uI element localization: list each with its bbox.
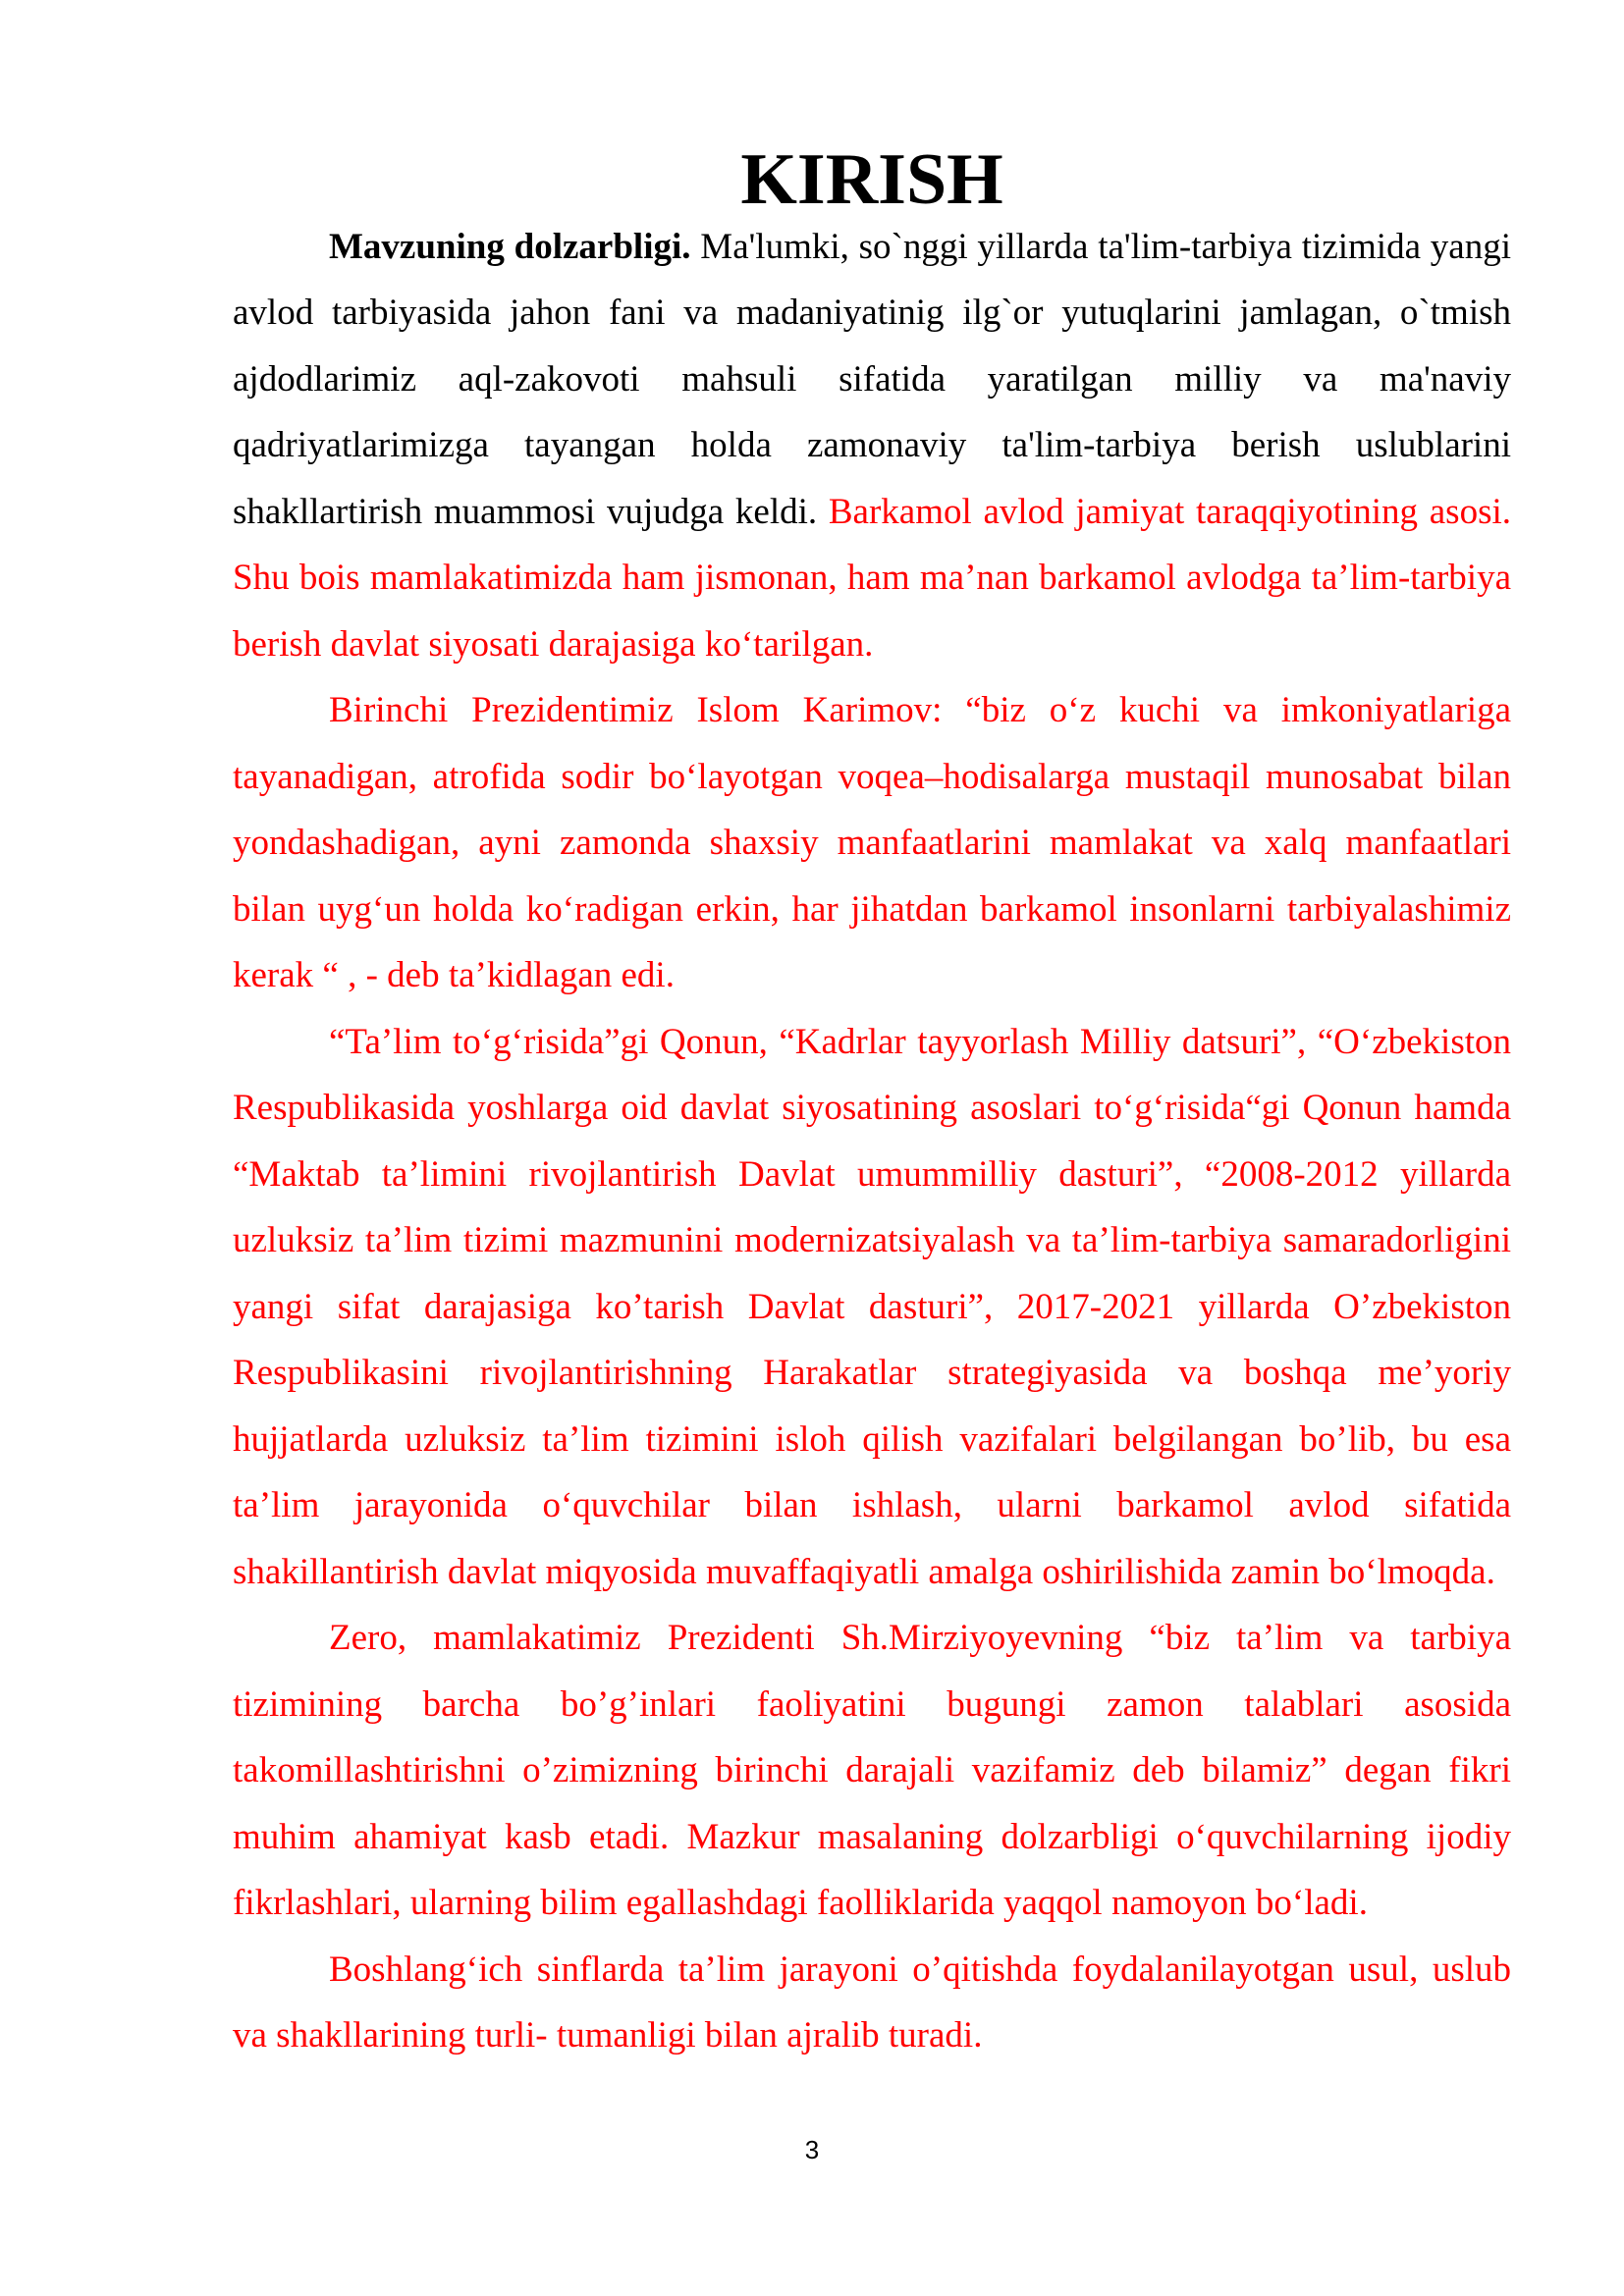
paragraph-relevance	[233, 214, 1511, 678]
paragraph-mirziyoyev-quote	[233, 1605, 1511, 1937]
paragraph-text-red: Birinchi Prezidentimiz Islom Karimov: “biz o‘z kuchi va imkoniyatlariga tayanadigan, atrofida sodir bo‘layotgan voqea–hodisalarga mustaqil munosabat bilan yondashadigan, ayni zamonda shaxsiy manfaatlarini mamlakat va xalq manfaatlari bilan uyg‘un holda ko‘radigan erkin, har jihatdan barkamol insonlarni tarbiyalashimiz kerak “ , - deb ta’kidlagan edi.	[233, 690, 1511, 995]
page-title: KIRISH	[740, 139, 1003, 220]
paragraph-text-black: Ma'lumki, so`nggi yillarda ta'lim-tarbiya tizimida yangi avlod tarbiyasida jahon fani va madaniyatinig ilg`or yutuqlarini jamlagan, o`tmish ajdodlarimiz aql-zakovoti mahsuli sifatida yaratilgan milliy va ma'naviy qadriyatlarimizga tayangan holda zamonaviy ta'lim-tarbiya berish uslublarini shakllartirish muammosi vujudga keldi.	[233, 226, 1511, 532]
relevance-heading: Mavzuning dolzarbligi.	[329, 226, 691, 267]
paragraph-primary-classes	[233, 1937, 1511, 2069]
paragraph-text-red: “Ta’lim to‘g‘risida”gi Qonun, “Kadrlar tayyorlash Milliy datsuri”, “O‘zbekiston Respublikasida yoshlarga oid davlat siyosatining asoslari to‘g‘risida“gi Qonun hamda “Maktab ta’limini rivojlantirish Davlat umummilliy dasturi”, “2008-2012 yillarda uzluksiz ta’lim tizimi mazmunini modernizatsiyalash va ta’lim-tarbiya samaradorligini yangi sifat darajasiga ko’tarish Davlat dasturi”, 2017-2021 yillarda O’zbekiston Respublikasini rivojlantirishning Harakatlar strategiyasida va boshqa me’yoriy hujjatlarda uzluksiz ta’lim tizimini isloh qilish vazifalari belgilangan bo’lib, bu esa ta’lim jarayonida o‘quvchilar bilan ishlash, ularni barkamol avlod sifatida shakillantirish davlat miqyosida muvaffaqiyatli amalga oshirilishida zamin bo‘lmoqda.	[233, 1021, 1511, 1592]
paragraph-karimov-quote	[233, 677, 1511, 1009]
page-number: 3	[804, 2135, 820, 2164]
document-body	[233, 139, 1512, 2069]
paragraph-laws	[233, 1009, 1511, 1606]
paragraph-text-red: Zero, mamlakatimiz Prezidenti Sh.Mirziyoyevning “biz ta’lim va tarbiya tizimining barcha bo’g’inlari faoliyatini bugungi zamon talablari asosida takomillashtirishni o’zimizning birinchi darajali vazifamiz deb bilamiz” degan fikri muhim ahamiyat kasb etadi. Mazkur masalaning dolzarbligi o‘quvchilarning ijodiy fikrlashlari, ularning bilim egallashdagi faolliklarida yaqqol namoyon bo‘ladi.	[233, 1618, 1511, 1923]
paragraph-text-red: Barkamol avlod jamiyat taraqqiyotining asosi. Shu bois mamlakatimizda ham jismonan, ham ma’nan barkamol avlodga ta’lim-tarbiya berish davlat siyosati darajasiga ko‘tarilgan.	[233, 491, 1512, 665]
paragraph-text-red: Boshlang‘ich sinflarda ta’lim jarayoni o’qitishda foydalanilayotgan usul, uslub va shakllarining turli- tumanligi bilan ajralib turadi.	[233, 1949, 1511, 2056]
